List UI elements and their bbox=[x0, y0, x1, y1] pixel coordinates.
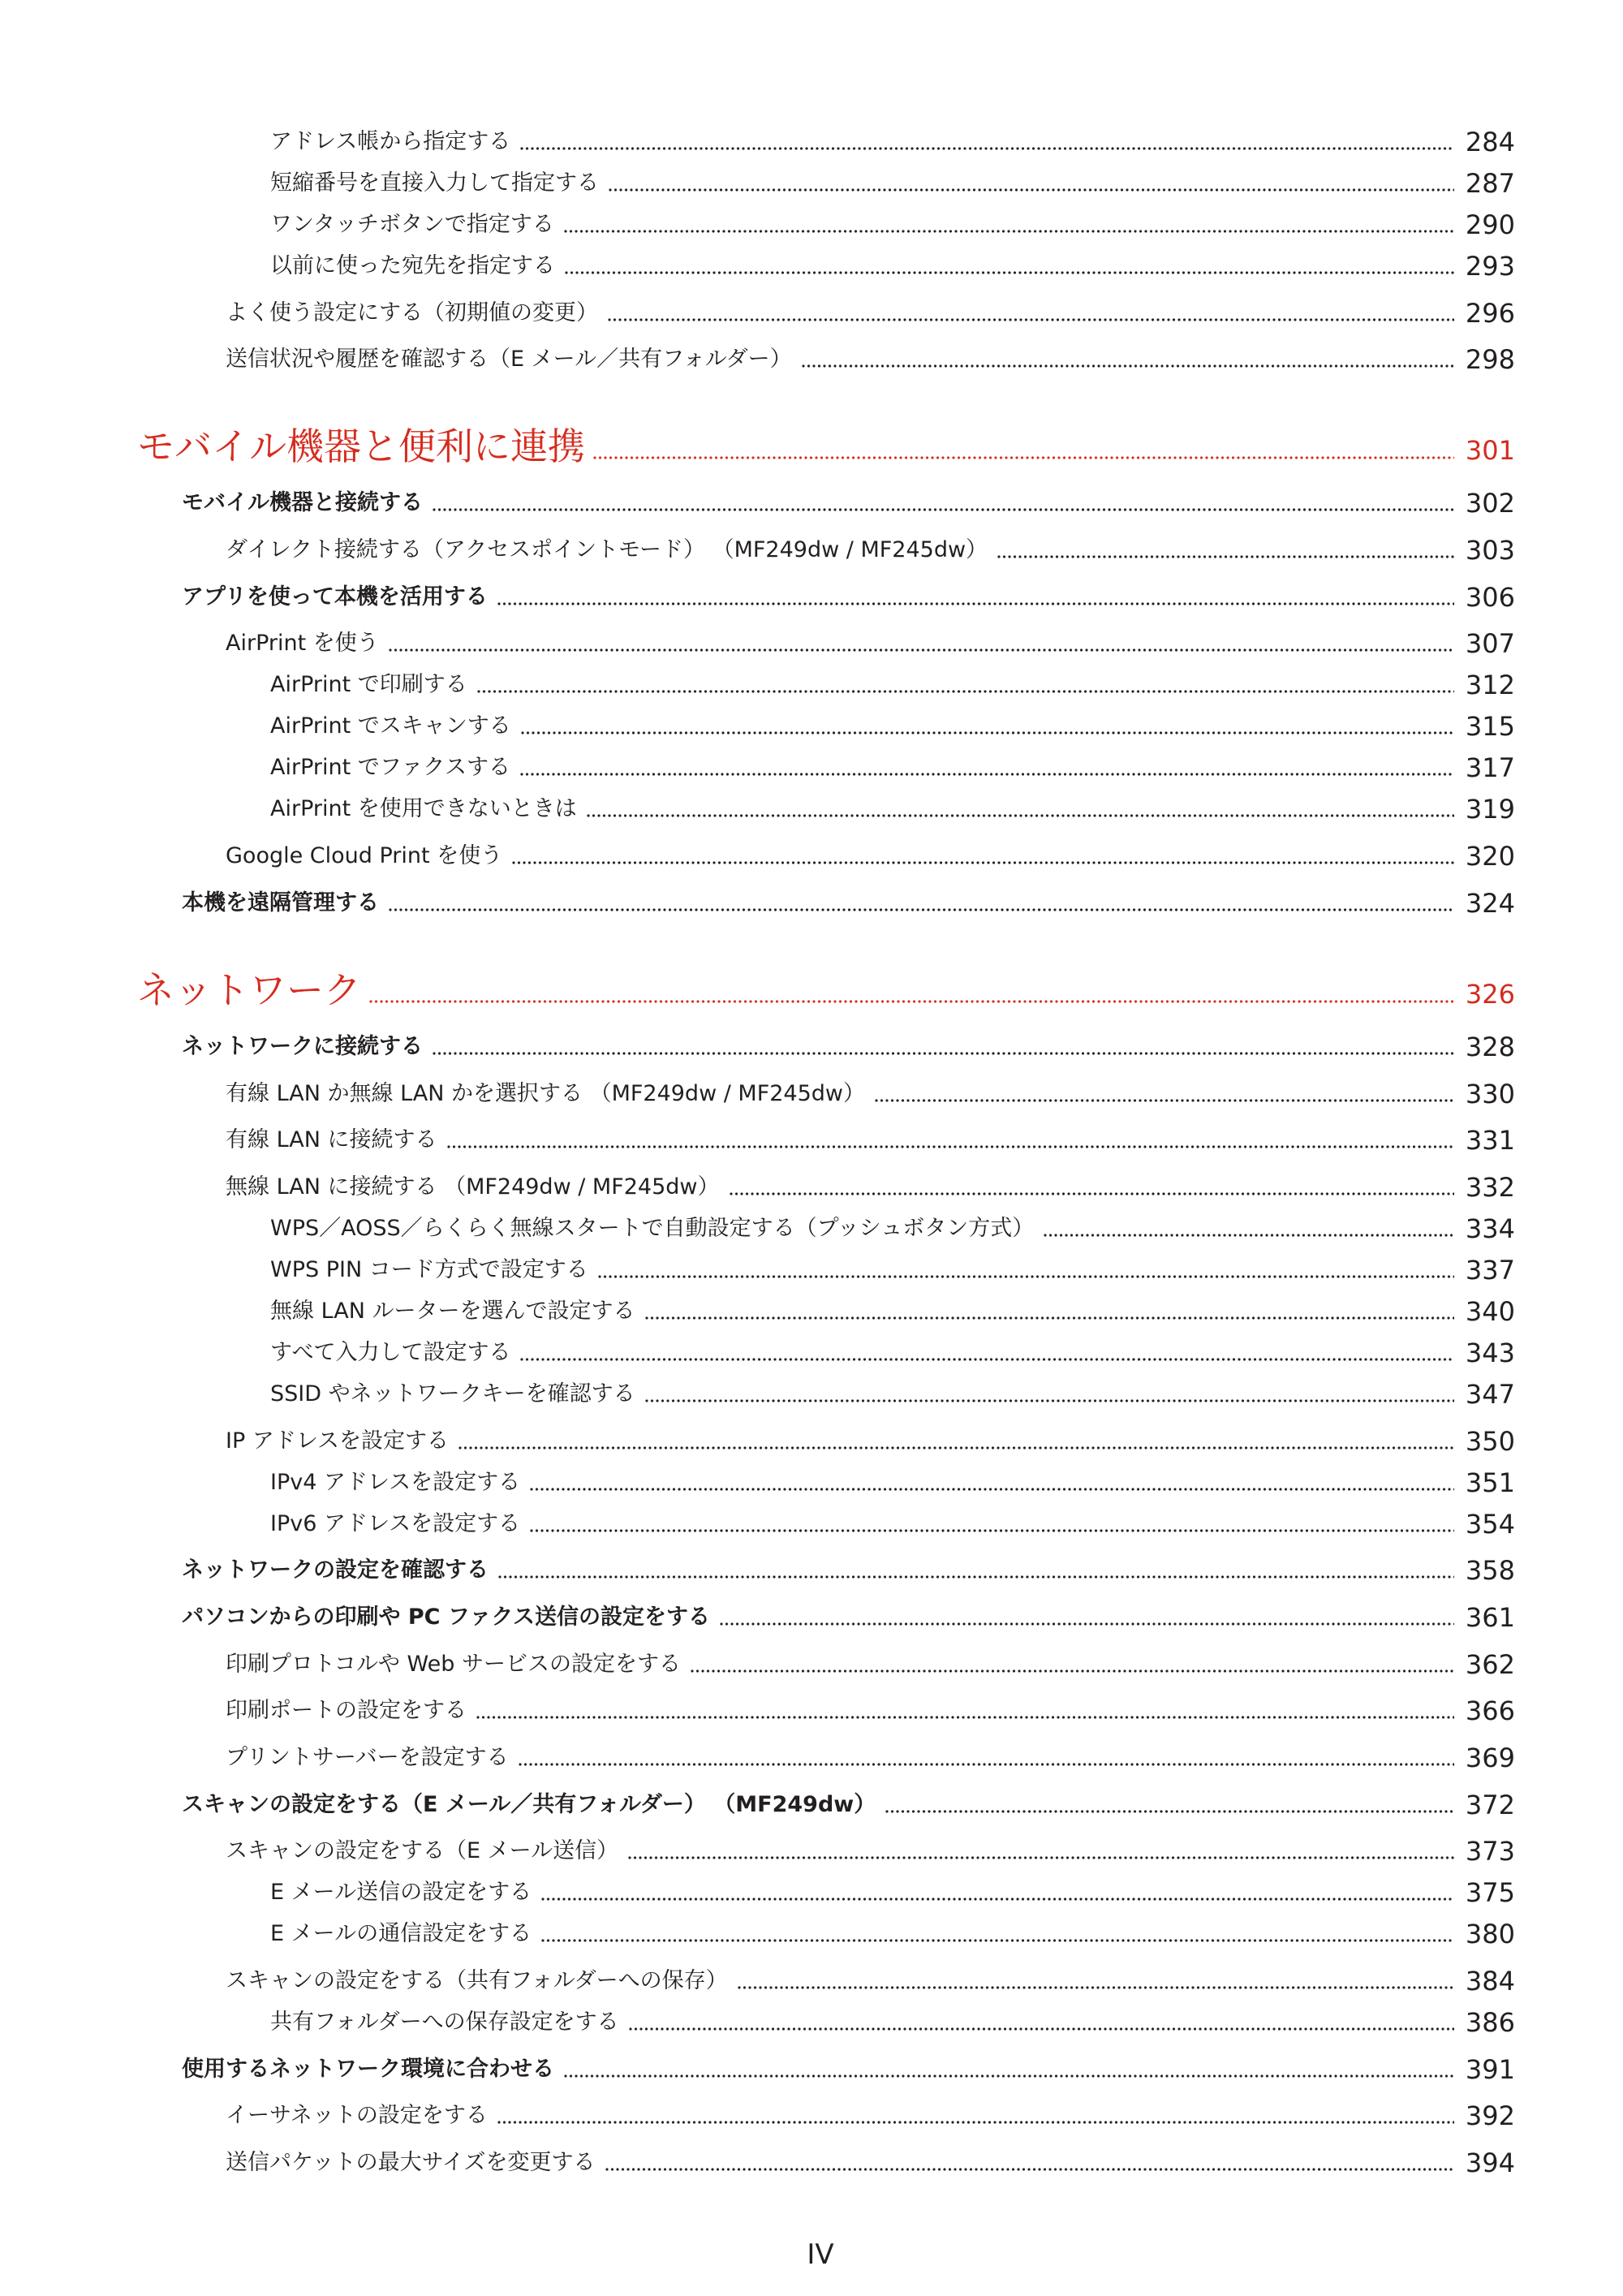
section-title: ネットワーク bbox=[137, 967, 361, 1012]
leader-dots bbox=[738, 1969, 1454, 1993]
toc-entry-title: WPS／AOSS／らくらく無線スタートで自動設定する（プッシュボタン方式） bbox=[270, 1215, 1035, 1241]
toc-entry-title: ダイレクト接続する（アクセスポイントモード） （MF249dw / MF245dw） bbox=[226, 537, 988, 563]
leader-dots bbox=[498, 1558, 1454, 1583]
toc-entry-page: 343 bbox=[1465, 1337, 1515, 1368]
toc-entry-title: 有線 LAN に接続する bbox=[226, 1127, 437, 1153]
toc-entry[interactable] bbox=[137, 1425, 1515, 1457]
toc-entry[interactable] bbox=[137, 1966, 1515, 1997]
toc-entry-page: 312 bbox=[1465, 670, 1515, 701]
toc-entry[interactable] bbox=[137, 2007, 1515, 2039]
toc-entry-title: IPv4 アドレスを設定する bbox=[270, 1469, 521, 1495]
toc-entry-page: 320 bbox=[1465, 841, 1515, 872]
leader-dots bbox=[628, 1839, 1454, 1863]
leader-dots bbox=[645, 1382, 1454, 1406]
toc-entry-page: 287 bbox=[1465, 168, 1515, 199]
leader-dots bbox=[587, 797, 1454, 821]
toc-entry[interactable] bbox=[137, 1254, 1515, 1286]
toc-entry-title: IP アドレスを設定する bbox=[226, 1428, 450, 1454]
leader-dots bbox=[530, 1471, 1454, 1495]
toc-entry[interactable] bbox=[137, 711, 1515, 743]
toc-entry-title: AirPrint で印刷する bbox=[270, 672, 467, 698]
toc-entry-page: 284 bbox=[1465, 127, 1515, 157]
section-heading[interactable] bbox=[137, 422, 1515, 471]
toc-entry[interactable] bbox=[137, 2147, 1515, 2179]
toc-entry-title: よく使う設定にする（初期値の変更） bbox=[226, 299, 598, 325]
toc-entry[interactable] bbox=[137, 1919, 1515, 1950]
toc-entry-page: 366 bbox=[1465, 1695, 1515, 1727]
toc-entry[interactable] bbox=[137, 1467, 1515, 1498]
leader-dots bbox=[433, 1035, 1454, 1059]
leader-dots bbox=[447, 1128, 1454, 1152]
leader-dots bbox=[609, 171, 1454, 196]
toc-entry-title: AirPrint でスキャンする bbox=[270, 713, 511, 739]
toc-entry-page: 307 bbox=[1465, 628, 1515, 660]
toc-entry-page: 392 bbox=[1465, 2100, 1515, 2132]
toc-entry-title: E メールの通信設定をする bbox=[270, 1921, 532, 1947]
toc-entry-page: 347 bbox=[1465, 1378, 1515, 1410]
toc-entry[interactable] bbox=[137, 2100, 1515, 2132]
leader-dots bbox=[541, 1880, 1454, 1905]
toc-entry-title: 送信パケットの最大サイズを変更する bbox=[226, 2150, 596, 2176]
toc-entry[interactable] bbox=[137, 344, 1515, 376]
toc-entry[interactable] bbox=[137, 1378, 1515, 1410]
leader-dots bbox=[520, 756, 1454, 780]
toc-entry-title: E メール送信の設定をする bbox=[270, 1880, 532, 1906]
toc-entry[interactable] bbox=[137, 628, 1515, 660]
leader-dots bbox=[458, 1429, 1454, 1454]
toc-entry[interactable] bbox=[137, 488, 1515, 519]
table-of-contents bbox=[137, 0, 1515, 2179]
toc-entry-page: 337 bbox=[1465, 1254, 1515, 1286]
toc-entry[interactable] bbox=[137, 1555, 1515, 1587]
toc-entry-page: 328 bbox=[1465, 1031, 1515, 1062]
toc-entry[interactable] bbox=[137, 1648, 1515, 1680]
toc-entry-title: ワンタッチボタンで指定する bbox=[270, 212, 554, 237]
toc-entry[interactable] bbox=[137, 841, 1515, 872]
section-page-number: 326 bbox=[1465, 978, 1515, 1010]
toc-entry-title: 送信状況や履歴を確認する（E メール／共有フォルダー） bbox=[226, 347, 792, 373]
leader-dots bbox=[565, 254, 1454, 278]
toc-entry-page: 386 bbox=[1465, 2007, 1515, 2039]
leader-dots bbox=[629, 2010, 1454, 2035]
section-title: モバイル機器と便利に連携 bbox=[137, 424, 585, 469]
toc-entry-page: 354 bbox=[1465, 1508, 1515, 1540]
toc-entry-page: 298 bbox=[1465, 344, 1515, 376]
toc-entry[interactable] bbox=[137, 1295, 1515, 1327]
leader-dots bbox=[530, 1512, 1454, 1536]
leader-dots bbox=[497, 2104, 1454, 2128]
toc-entry-page: 380 bbox=[1465, 1919, 1515, 1950]
toc-entry-title: 本機を遠隔管理する bbox=[182, 890, 379, 915]
leader-dots bbox=[1044, 1217, 1454, 1241]
toc-entry-title: WPS PIN コード方式で設定する bbox=[270, 1256, 588, 1282]
leader-dots bbox=[645, 1299, 1454, 1324]
toc-entry-title: 無線 LAN に接続する （MF249dw / MF245dw） bbox=[226, 1174, 720, 1200]
toc-entry-title: Google Cloud Print を使う bbox=[226, 843, 503, 869]
leader-dots bbox=[997, 538, 1454, 562]
toc-entry-page: 391 bbox=[1465, 2053, 1515, 2085]
toc-entry[interactable] bbox=[137, 1337, 1515, 1368]
leader-dots bbox=[476, 1699, 1454, 1723]
toc-entry[interactable] bbox=[137, 581, 1515, 613]
toc-entry-title: 短縮番号を直接入力して指定する bbox=[270, 170, 599, 196]
toc-entry-page: 332 bbox=[1465, 1171, 1515, 1203]
toc-entry-title: ネットワークに接続する bbox=[182, 1033, 423, 1059]
toc-entry-title: 無線 LAN ルーターを選んで設定する bbox=[270, 1298, 635, 1324]
toc-entry-page: 340 bbox=[1465, 1295, 1515, 1327]
leader-dots bbox=[521, 714, 1454, 739]
toc-entry-page: 375 bbox=[1465, 1877, 1515, 1909]
toc-entry-page: 319 bbox=[1465, 794, 1515, 825]
toc-entry[interactable] bbox=[137, 1789, 1515, 1820]
leader-dots bbox=[520, 130, 1454, 154]
toc-entry[interactable] bbox=[137, 251, 1515, 282]
toc-entry-title: 共有フォルダーへの保存設定をする bbox=[270, 2010, 619, 2035]
toc-entry-title: 以前に使った宛先を指定する bbox=[270, 253, 555, 278]
toc-entry-title: プリントサーバーを設定する bbox=[226, 1745, 509, 1770]
toc-entry-title: AirPrint でファクスする bbox=[270, 755, 510, 781]
toc-entry-page: 384 bbox=[1465, 1966, 1515, 1997]
toc-entry[interactable] bbox=[137, 209, 1515, 240]
toc-entry[interactable] bbox=[137, 1213, 1515, 1244]
toc-entry[interactable] bbox=[137, 535, 1515, 566]
toc-entry-title: スキャンの設定をする（E メール／共有フォルダー） （MF249dw） bbox=[182, 1791, 876, 1817]
toc-entry-title: AirPrint を使用できないときは bbox=[270, 796, 577, 822]
leader-dots bbox=[564, 213, 1454, 237]
toc-entry[interactable] bbox=[137, 1125, 1515, 1157]
toc-entry-page: 373 bbox=[1465, 1836, 1515, 1867]
section-heading[interactable] bbox=[137, 966, 1515, 1014]
toc-entry-title: イーサネットの設定をする bbox=[226, 2103, 488, 2129]
toc-entry[interactable] bbox=[137, 2053, 1515, 2085]
toc-entry-title: IPv6 アドレスを設定する bbox=[270, 1510, 521, 1536]
leader-dots bbox=[389, 891, 1454, 915]
leader-dots bbox=[389, 631, 1454, 656]
toc-entry-page: 290 bbox=[1465, 209, 1515, 240]
leader-dots bbox=[433, 491, 1454, 515]
leader-dots bbox=[875, 1082, 1454, 1106]
toc-entry-page: 372 bbox=[1465, 1789, 1515, 1820]
toc-entry-page: 303 bbox=[1465, 535, 1515, 566]
leader-dots bbox=[520, 1341, 1453, 1365]
toc-entry[interactable] bbox=[137, 752, 1515, 784]
toc-entry-page: 324 bbox=[1465, 887, 1515, 919]
page-number: IV bbox=[807, 2238, 834, 2271]
toc-entry-title: 使用するネットワーク環境に合わせる bbox=[182, 2056, 554, 2082]
toc-entry-page: 315 bbox=[1465, 711, 1515, 743]
toc-entry-title: モバイル機器と接続する bbox=[182, 490, 423, 516]
leader-dots bbox=[608, 301, 1454, 325]
toc-entry-page: 351 bbox=[1465, 1467, 1515, 1498]
toc-entry[interactable] bbox=[137, 1171, 1515, 1203]
toc-entry-page: 358 bbox=[1465, 1555, 1515, 1587]
toc-entry-page: 334 bbox=[1465, 1213, 1515, 1244]
leader-dots bbox=[885, 1793, 1454, 1817]
toc-entry-page: 296 bbox=[1465, 297, 1515, 329]
toc-entry-page: 302 bbox=[1465, 488, 1515, 519]
toc-entry[interactable] bbox=[137, 1695, 1515, 1727]
toc-entry[interactable] bbox=[137, 794, 1515, 825]
toc-entry-title: SSID やネットワークキーを確認する bbox=[270, 1381, 635, 1406]
toc-entry-page: 362 bbox=[1465, 1648, 1515, 1680]
leader-dots bbox=[593, 422, 1454, 471]
leader-dots bbox=[477, 673, 1454, 697]
toc-entry-page: 394 bbox=[1465, 2147, 1515, 2179]
toc-entry-title: 有線 LAN か無線 LAN かを選択する （MF249dw / MF245dw） bbox=[226, 1080, 865, 1106]
leader-dots bbox=[691, 1652, 1454, 1677]
toc-entry[interactable] bbox=[137, 297, 1515, 329]
toc-entry[interactable] bbox=[137, 1031, 1515, 1062]
toc-entry-page: 306 bbox=[1465, 581, 1515, 613]
toc-entry[interactable] bbox=[137, 168, 1515, 199]
toc-entry-title: 印刷ポートの設定をする bbox=[226, 1698, 467, 1724]
toc-entry[interactable] bbox=[137, 1742, 1515, 1773]
leader-dots bbox=[519, 1746, 1454, 1770]
leader-dots bbox=[369, 966, 1454, 1014]
toc-entry[interactable] bbox=[137, 1877, 1515, 1909]
leader-dots bbox=[802, 347, 1454, 372]
leader-dots bbox=[730, 1175, 1454, 1200]
leader-dots bbox=[720, 1605, 1454, 1630]
leader-dots bbox=[541, 1922, 1454, 1946]
toc-entry-page: 331 bbox=[1465, 1125, 1515, 1157]
toc-entry-title: パソコンからの印刷や PC ファクス送信の設定をする bbox=[182, 1604, 711, 1630]
leader-dots bbox=[512, 844, 1454, 868]
toc-entry[interactable] bbox=[137, 127, 1515, 157]
toc-entry-title: スキャンの設定をする（共有フォルダーへの保存） bbox=[226, 1968, 728, 1994]
toc-entry[interactable] bbox=[137, 1836, 1515, 1867]
toc-entry-page: 330 bbox=[1465, 1078, 1515, 1109]
toc-entry[interactable] bbox=[137, 1508, 1515, 1540]
toc-entry[interactable] bbox=[137, 670, 1515, 701]
toc-entry-title: ネットワークの設定を確認する bbox=[182, 1557, 489, 1583]
toc-entry-page: 293 bbox=[1465, 251, 1515, 282]
toc-entry-page: 350 bbox=[1465, 1425, 1515, 1457]
toc-entry[interactable] bbox=[137, 887, 1515, 919]
toc-entry-page: 317 bbox=[1465, 752, 1515, 784]
leader-dots bbox=[497, 585, 1454, 610]
leader-dots bbox=[564, 2057, 1454, 2082]
section-page-number: 301 bbox=[1465, 435, 1515, 467]
leader-dots bbox=[598, 1258, 1454, 1282]
toc-entry[interactable] bbox=[137, 1078, 1515, 1109]
toc-entry-page: 361 bbox=[1465, 1601, 1515, 1633]
toc-entry-title: アドレス帳から指定する bbox=[270, 129, 511, 154]
leader-dots bbox=[605, 2151, 1454, 2175]
toc-entry-title: アプリを使って本機を活用する bbox=[182, 584, 488, 610]
toc-entry-title: すべて入力して設定する bbox=[270, 1339, 511, 1365]
toc-entry-page: 369 bbox=[1465, 1742, 1515, 1773]
toc-entry-title: 印刷プロトコルや Web サービスの設定をする bbox=[226, 1651, 681, 1677]
toc-entry-title: AirPrint を使う bbox=[226, 631, 379, 657]
toc-entry[interactable] bbox=[137, 1601, 1515, 1633]
toc-entry-title: スキャンの設定をする（E メール送信） bbox=[226, 1838, 619, 1864]
